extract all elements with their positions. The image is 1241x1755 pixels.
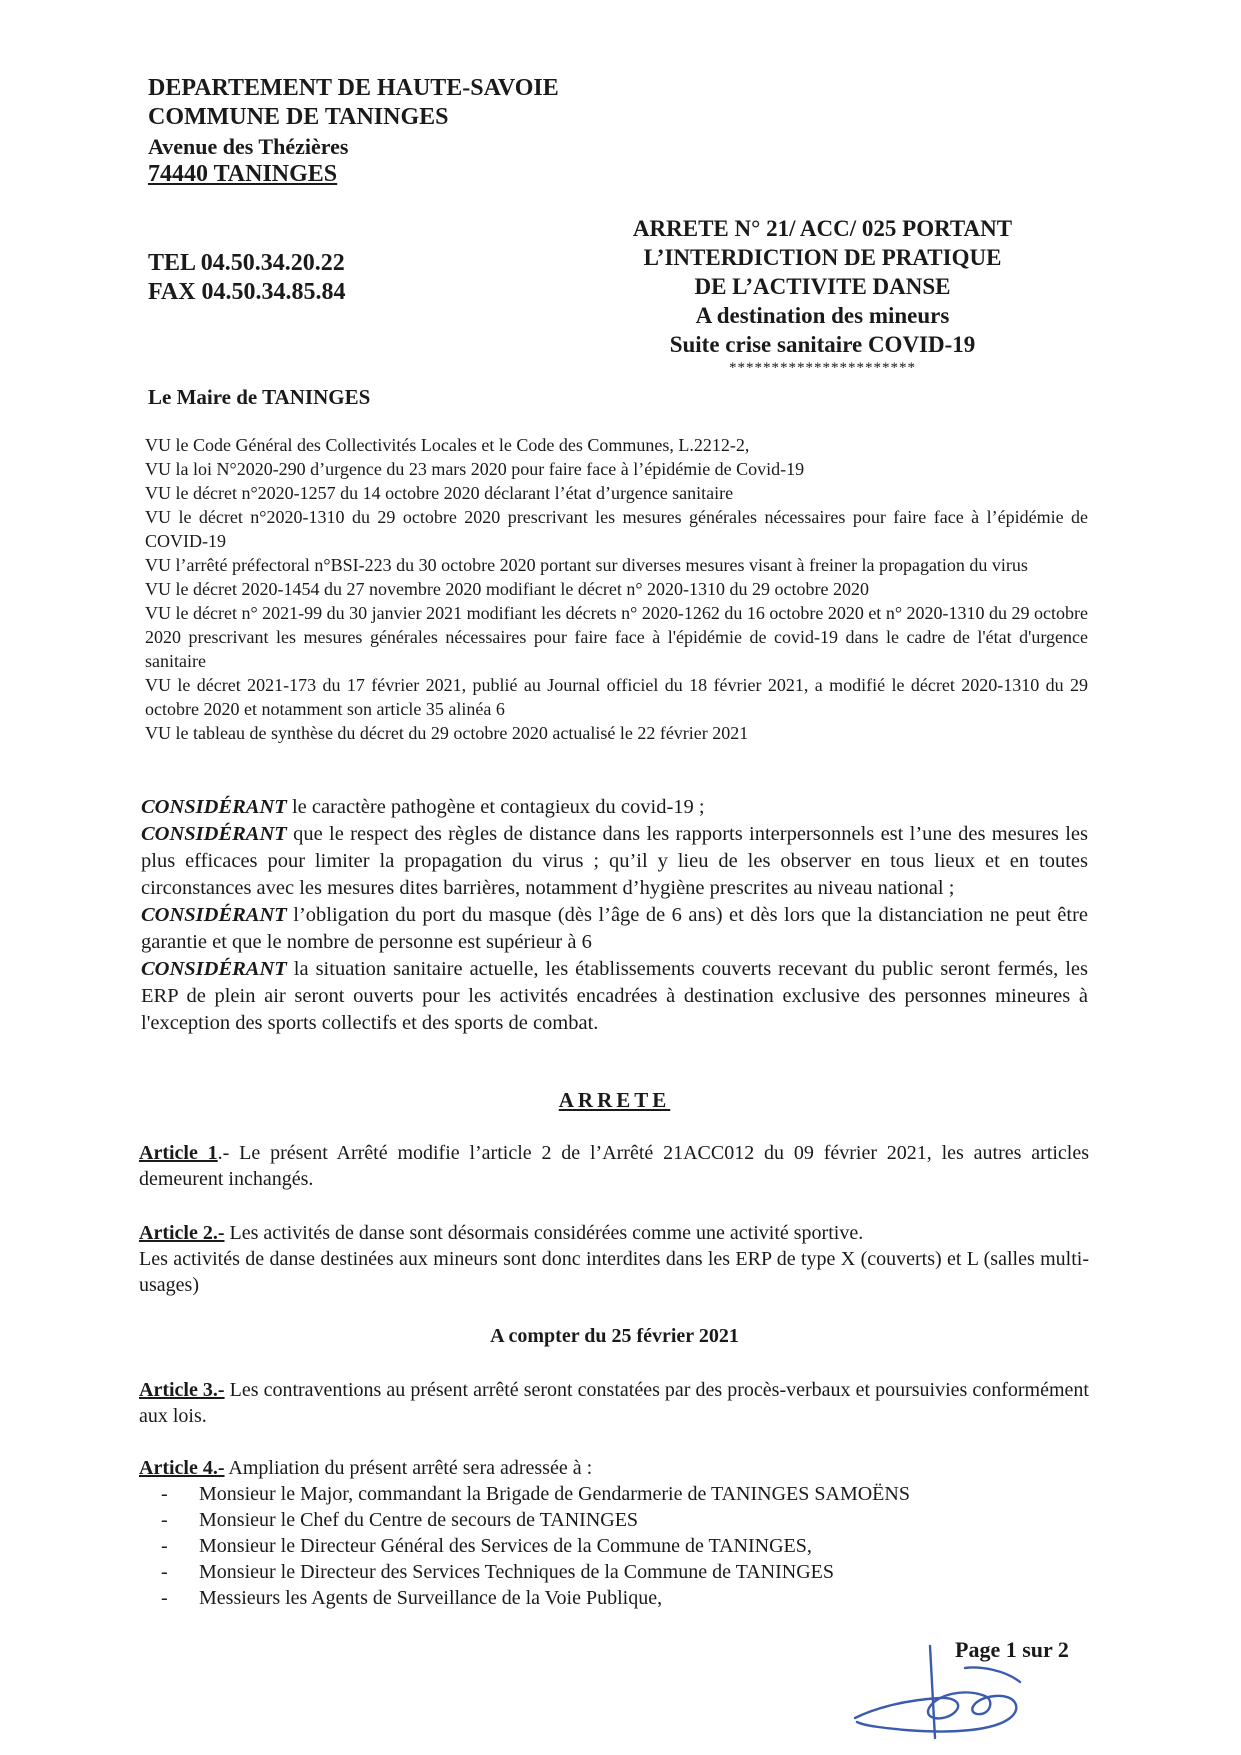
recipient-item: - Monsieur le Directeur des Services Techniques de la Commune de TANINGES [161,1561,834,1583]
considerant-label: CONSIDÉRANT [141,796,287,818]
effective-date: A compter du 25 février 2021 [490,1325,739,1347]
article-2 [139,1220,1089,1298]
vu-item: VU le tableau de synthèse du décret du 29 octobre 2020 actualisé le 22 février 2021 [145,723,749,743]
article-label: Article 1 [139,1142,218,1164]
recipient-item: - Monsieur le Chef du Centre de secours de TANINGES [161,1509,639,1531]
title-separator: ********************** [729,360,916,376]
article-label: Article 3.- [139,1379,225,1401]
arrete-title-line: ARRETE N° 21/ ACC/ 025 PORTANT [632,216,1013,241]
commune-postal-code: 74440 TANINGES [148,161,338,187]
article-4 [139,1455,1089,1611]
vu-item: VU le décret 2021-173 du 17 février 2021, publié au Journal officiel du 18 février 2021, a modifié le décret 2020-1310 du 29 octobre 2020 et notamment son article 35 alinéa 6 [145,675,1088,719]
arrete-heading: ARRETE [558,1088,671,1112]
considerant-item: CONSIDÉRANT la situation sanitaire actuelle, les établissements couverts recevant du public seront fermés, les ERP de plein air seront ouverts pour les activités encadrées à destination exclusive des personnes mineures à l'exception des sports collectifs et des sports de combat. [141,958,1088,1034]
article-text: Le présent Arrêté modifie l’article 2 de l’Arrêté 21ACC012 du 09 février 2021, les autres articles demeurent inchangés. [139,1142,1089,1190]
vu-item: VU le décret n°2020-1310 du 29 octobre 2020 prescrivant les mesures générales nécessaires pour faire face à l’épidémie de COVID-19 [145,507,1088,551]
vu-item: VU l’arrêté préfectoral n°BSI-223 du 30 octobre 2020 portant sur diverses mesures visant à freiner la propagation du virus [145,555,1028,575]
arrete-title-line: Suite crise sanitaire COVID-19 [669,332,976,357]
recipient-item: - Monsieur le Major, commandant la Brigade de Gendarmerie de TANINGES SAMOËNS [161,1483,910,1505]
vu-item: VU le décret 2020-1454 du 27 novembre 2020 modifiant le décret n° 2020-1310 du 29 octobre 2020 [145,579,870,599]
vu-list [145,433,1088,745]
vu-item: VU le décret n°2020-1257 du 14 octobre 2020 déclarant l’état d’urgence sanitaire [145,483,734,503]
article-text: Les contraventions au présent arrêté seront constatées par des procès-verbaux et poursuivies conformément aux lois. [139,1379,1089,1427]
commune-fax: FAX 04.50.34.85.84 [148,279,346,305]
considerant-item: CONSIDÉRANT l’obligation du port du masque (dès l’âge de 6 ans) et dès lors que la distanciation ne peut être garantie et que le nombre de personne est supérieur à 6 [141,904,1088,953]
page-number: Page 1 sur 2 [955,1637,1069,1662]
arrete-title-line: L’INTERDICTION DE PRATIQUE [643,245,1002,270]
commune-address: Avenue des Thézières [148,134,349,159]
arrete-title [600,214,1045,377]
considerant-label: CONSIDÉRANT [141,958,287,980]
article-text: Ampliation du présent arrêté sera adressée à : [224,1457,593,1479]
commune-phone: TEL 04.50.34.20.22 [148,250,345,276]
vu-item: VU le Code Général des Collectivités Locales et le Code des Communes, L.2212-2, [145,435,750,455]
article-1: Article 1.- Le présent Arrêté modifie l’article 2 de l’Arrêté 21ACC012 du 09 février 2021, les autres articles demeurent inchangés. [139,1142,1089,1190]
article-3 [139,1377,1089,1429]
article-text: Les activités de danse sont désormais considérées comme une activité sportive. [224,1222,864,1244]
article-label: Article 2.- [139,1222,225,1244]
considerant-item: CONSIDÉRANT que le respect des règles de distance dans les rapports interpersonnels est l’une des mesures les plus efficaces pour limiter la propagation du virus ; qu’il y lieu de les observer en tous lieux et en toutes circonstances avec les mesures dites barrières, notamment d’hygiène prescrites au niveau national ; [141,823,1088,899]
article-label: Article 4.- [139,1457,225,1479]
maire-heading: Le Maire de TANINGES [148,385,371,409]
commune-name: COMMUNE DE TANINGES [148,104,449,130]
arrete-title-line: DE L’ACTIVITE DANSE [694,274,951,299]
article-text: Les activités de danse destinées aux mineurs sont donc interdites dans les ERP de type X (couverts) et L (salles multi-usages) [139,1248,1089,1296]
recipient-list [139,1481,1089,1611]
vu-item: VU le décret n° 2021-99 du 30 janvier 2021 modifiant les décrets n° 2020-1262 du 16 octobre 2020 et n° 2020-1310 du 29 octobre 2020 prescrivant les mesures générales nécessaires pour faire face à l'épidémie de covid-19 dans le cadre de l'état d'urgence sanitaire [145,603,1088,671]
considerant-label: CONSIDÉRANT [141,904,287,926]
recipient-item: - Monsieur le Directeur Général des Services de la Commune de TANINGES, [161,1535,812,1557]
recipient-item: - Messieurs les Agents de Surveillance de la Voie Publique, [161,1587,663,1609]
department-name: DEPARTEMENT DE HAUTE-SAVOIE [148,75,559,101]
arrete-title-line: A destination des mineurs [695,303,950,328]
considerants [141,794,1088,1037]
vu-item: VU la loi N°2020-290 d’urgence du 23 mars 2020 pour faire face à l’épidémie de Covid-19 [145,459,805,479]
considerant-label: CONSIDÉRANT [141,823,287,845]
considerant-item: CONSIDÉRANT le caractère pathogène et contagieux du covid-19 ; [141,796,705,818]
